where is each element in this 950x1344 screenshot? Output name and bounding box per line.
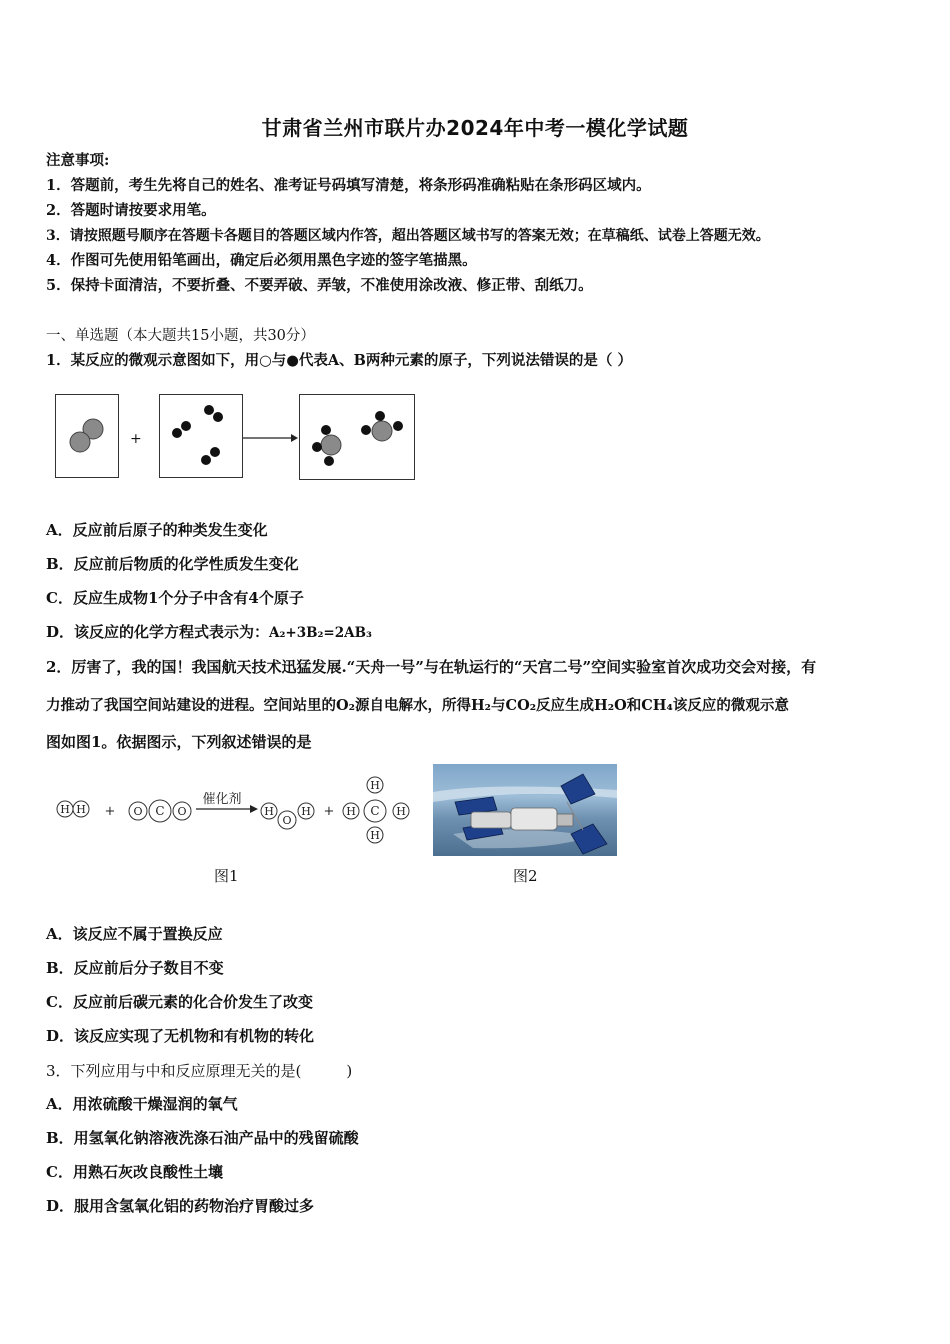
- plus-sign: +: [104, 804, 116, 819]
- q3-option-b: B．用氢氧化钠溶液洗涤石油产品中的残留硫酸: [46, 1129, 359, 1147]
- q2-stem-line: 2．厉害了，我的国！我国航天技术迅猛发展.“天舟一号”与在轨运行的“天宫二号”空间实验室首次成功交会对接，有: [46, 658, 817, 676]
- notice-item: 5．保持卡面清洁，不要折叠、不要弄破、弄皱，不准使用涂改液、修正带、刮纸刀。: [46, 277, 593, 294]
- q3-option-d: D．服用含氢氧化铝的药物治疗胃酸过多: [46, 1197, 315, 1215]
- q1-option-a: A．反应前后原子的种类发生变化: [46, 521, 268, 539]
- o-atom-label: O: [177, 805, 187, 818]
- q1-option-d-text: D．该反应的化学方程式表示为：: [46, 623, 270, 641]
- q2-option-b: B．反应前后分子数目不变: [46, 959, 224, 977]
- plus-sign: +: [323, 804, 335, 819]
- plus-sign: +: [130, 431, 142, 447]
- notice-item: 2．答题时请按要求用笔。: [46, 202, 216, 219]
- q2-option-a: A．该反应不属于置换反应: [46, 925, 223, 943]
- figure2-space-station-image: [433, 764, 617, 856]
- h-atom-label: H: [264, 805, 274, 818]
- a2-molecule-icon: [56, 395, 118, 477]
- h-atom-label: H: [346, 805, 356, 818]
- notice-heading: 注意事项:: [46, 152, 110, 169]
- h-atom-label: H: [370, 779, 380, 792]
- notice-item: 4．作图可先使用铅笔画出，确定后必须用黑色字迹的签字笔描黑。: [46, 252, 477, 269]
- q1-option-b: B．反应前后物质的化学性质发生变化: [46, 555, 299, 573]
- section-heading: 一、单选题（本大题共15小题，共30分）: [46, 328, 315, 344]
- q2-option-c: C．反应前后碳元素的化合价发生了改变: [46, 993, 313, 1011]
- o-atom-label: O: [282, 814, 292, 827]
- c-atom-label: C: [370, 804, 380, 818]
- c-atom-label: C: [155, 804, 165, 818]
- o-atom-label: O: [133, 805, 143, 818]
- h-atom-label: H: [76, 803, 86, 816]
- q2-stem-line: 图如图1。依据图示，下列叙述错误的是: [46, 733, 312, 751]
- q1-option-d: [46, 621, 372, 642]
- reactant-a-box: [55, 394, 119, 478]
- h-atom-label: H: [370, 829, 380, 842]
- h-atom-label: H: [396, 805, 406, 818]
- q1-equation: A₂+3B₂=2AB₃: [269, 625, 372, 641]
- q3-option-a: A．用浓硫酸干燥湿润的氧气: [46, 1095, 238, 1113]
- product-box: [299, 394, 415, 480]
- h-atom-label: H: [60, 803, 70, 816]
- notice-item: 3．请按照题号顺序在答题卡各题目的答题区域内作答，超出答题区域书写的答案无效；在草稿纸、试卷上答题无效。: [46, 228, 770, 244]
- q3-stem: 3．下列应用与中和反应原理无关的是( ): [46, 1062, 353, 1080]
- reaction-arrow-icon: [241, 431, 299, 445]
- notice-item: 1．答题前，考生先将自己的姓名、准考证号码填写清楚，将条形码准确粘贴在条形码区域内。: [46, 177, 651, 194]
- ab3-molecules-icon: [300, 395, 414, 479]
- catalyst-label: 催化剂: [202, 792, 242, 807]
- b2-molecules-icon: [160, 395, 242, 477]
- figure2-caption: 图2: [513, 867, 538, 885]
- q1-stem: 1．某反应的微观示意图如下，用○与●代表A、B两种元素的原子，下列说法错误的是（ ）: [46, 352, 632, 369]
- page-title: 甘肃省兰州市联片办2024年中考一模化学试题: [261, 116, 689, 140]
- h-atom-label: H: [301, 805, 311, 818]
- q3-option-c: C．用熟石灰改良酸性土壤: [46, 1163, 223, 1181]
- figure1-reaction-diagram: [50, 772, 420, 848]
- q2-stem-line: 力推动了我国空间站建设的进程。空间站里的O₂源自电解水，所得H₂与CO₂反应生成H₂O和CH₄该反应的微观示意: [46, 697, 789, 714]
- reactant-b-box: [159, 394, 243, 478]
- q1-option-c: C．反应生成物1个分子中含有4个原子: [46, 589, 304, 607]
- q2-option-d: D．该反应实现了无机物和有机物的转化: [46, 1027, 315, 1045]
- figure1-caption: 图1: [214, 867, 239, 885]
